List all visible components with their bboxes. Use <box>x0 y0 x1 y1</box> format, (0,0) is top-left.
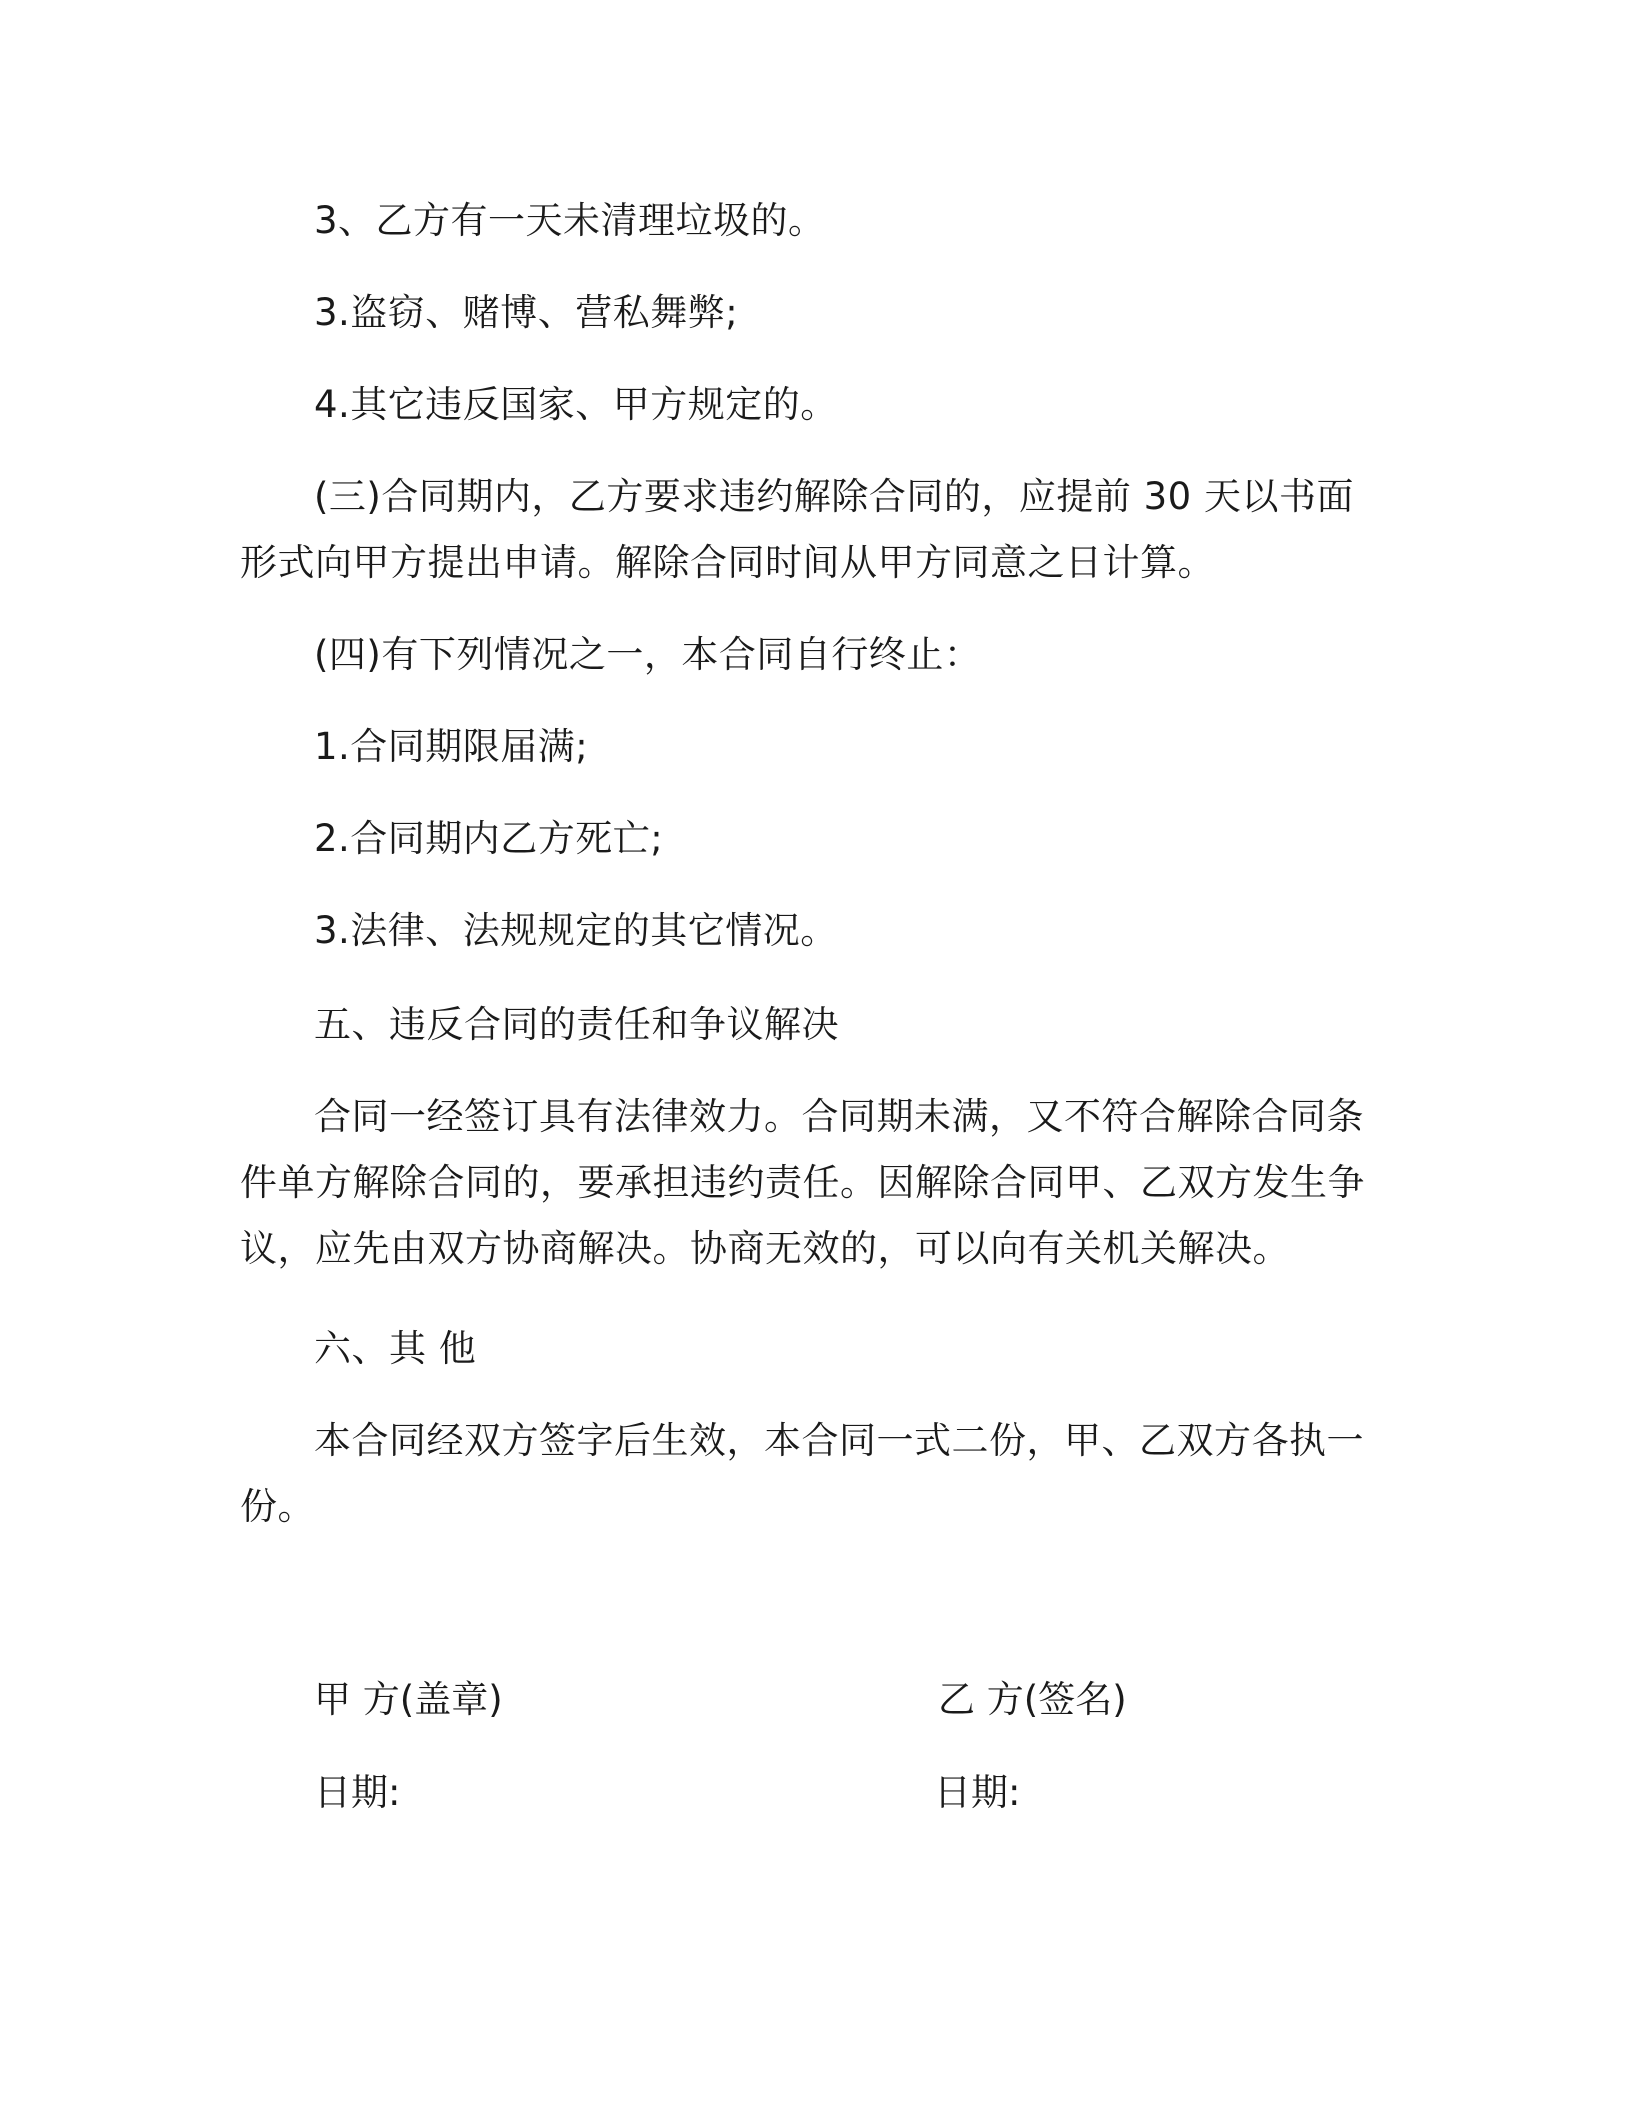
party-a-signature-label: 甲 方(盖章) <box>314 1678 503 1721</box>
clause-item: 4.其它违反国家、甲方规定的。 <box>314 383 838 426</box>
party-a-date-label: 日期: <box>314 1771 401 1814</box>
clause-paragraph: 合同一经签订具有法律效力。合同期未满，又不符合解除合同条件单方解除合同的，要承担违约责任。因解除合同甲、乙双方发生争议，应先由双方协商解决。协商无效的，可以向有关机关解决。 <box>240 1095 1365 1270</box>
party-b-date-label: 日期: <box>934 1771 1021 1814</box>
clause-item: 3.盗窃、赌博、营私舞弊; <box>314 291 739 334</box>
clause-item: (四)有下列情况之一，本合同自行终止： <box>314 633 982 676</box>
clause-item: 1.合同期限届满; <box>314 725 589 768</box>
section-heading: 六、其 他 <box>314 1327 477 1370</box>
clause-item: 3.法律、法规规定的其它情况。 <box>314 909 838 952</box>
clause-item: 3、乙方有一天未清理垃圾的。 <box>314 199 826 242</box>
section-heading: 五、违反合同的责任和争议解决 <box>314 1003 839 1046</box>
party-b-signature-label: 乙 方(签名) <box>938 1678 1127 1721</box>
clause-item: 2.合同期内乙方死亡; <box>314 817 664 860</box>
clause-paragraph: 本合同经双方签字后生效，本合同一式二份，甲、乙双方各执一份。 <box>240 1419 1364 1528</box>
clause-paragraph: (三)合同期内，乙方要求违约解除合同的，应提前 30 天以书面形式向甲方提出申请。解除合同时间从甲方同意之日计算。 <box>240 475 1354 584</box>
